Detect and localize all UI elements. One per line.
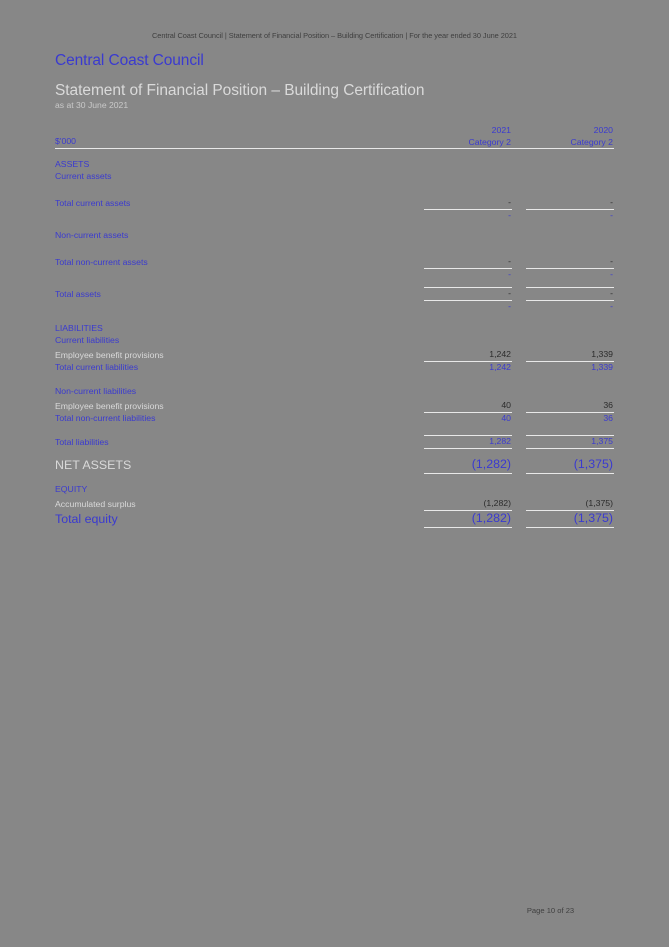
column-header-category-2021: Category 2 bbox=[468, 136, 511, 147]
page-subtitle: as at 30 June 2021 bbox=[55, 100, 129, 110]
table-row bbox=[55, 400, 614, 413]
table-header-category-row bbox=[55, 136, 614, 149]
subsection-blank-2020 bbox=[526, 241, 614, 242]
table-row bbox=[55, 349, 614, 362]
units-label: $'000 bbox=[55, 136, 76, 146]
subsection-blank-2020 bbox=[526, 346, 614, 347]
row-value-total-non-current-assets-echo-2021: - bbox=[508, 269, 511, 279]
table-row-net-assets bbox=[55, 457, 614, 474]
row-value-employee-benefit-provisions-current-2021: 1,242 bbox=[424, 349, 512, 362]
table-header-year-row bbox=[55, 124, 614, 136]
column-header-category-2020: Category 2 bbox=[570, 136, 613, 147]
subsection-heading-non-current-assets: Non-current assets bbox=[55, 230, 129, 240]
row-label-employee-benefit-provisions-non-current: Employee benefit provisions bbox=[55, 401, 164, 411]
row-value-total-current-liabilities-2021: 1,242 bbox=[489, 362, 511, 372]
spacer bbox=[55, 449, 614, 457]
row-label-total-current-liabilities: Total current liabilities bbox=[55, 362, 139, 372]
section-heading-blank-2020 bbox=[526, 170, 614, 171]
row-value-total-non-current-assets-2021: - bbox=[424, 256, 512, 269]
row-underline-spacer bbox=[55, 301, 424, 313]
row-value-employee-benefit-provisions-current-2020: 1,339 bbox=[526, 349, 614, 362]
table-row bbox=[55, 498, 614, 511]
running-header: Central Coast Council | Statement of Financial Position – Building Certification | For the year ended 30 June 2021 bbox=[151, 31, 517, 40]
row-value-total-assets-echo-2021: - bbox=[508, 301, 511, 311]
row-value-total-non-current-assets-echo-2020: - bbox=[610, 269, 613, 279]
row-value-total-assets-echo-2020: - bbox=[610, 301, 613, 311]
table-header-spacer bbox=[55, 124, 424, 136]
table-row-underline bbox=[55, 301, 614, 313]
row-value-total-assets-2021: - bbox=[424, 287, 512, 301]
section-heading-blank-2020 bbox=[526, 495, 614, 496]
row-label-total-non-current-liabilities: Total non-current liabilities bbox=[55, 413, 156, 423]
row-label-employee-benefit-provisions-current: Employee benefit provisions bbox=[55, 350, 164, 360]
page-title: Statement of Financial Position – Building Certification bbox=[55, 82, 425, 99]
row-underline-spacer bbox=[55, 269, 424, 281]
section-heading-blank-2021 bbox=[424, 334, 512, 335]
table-row bbox=[55, 256, 614, 269]
subsection-heading-current-assets-row bbox=[55, 171, 614, 183]
subsection-heading-non-current-liabilities: Non-current liabilities bbox=[55, 386, 137, 396]
row-value-employee-benefit-provisions-non-current-2020: 36 bbox=[526, 400, 614, 413]
row-label-total-non-current-assets: Total non-current assets bbox=[55, 257, 148, 267]
section-heading-assets-row bbox=[55, 159, 614, 171]
row-label-total-liabilities: Total liabilities bbox=[55, 437, 109, 447]
section-heading-blank-2021 bbox=[424, 170, 512, 171]
row-value-total-liabilities-2020: 1,375 bbox=[526, 435, 614, 449]
row-value-total-current-assets-2020: - bbox=[526, 197, 614, 210]
page-number-label: Page 10 of 23 bbox=[526, 906, 575, 915]
row-value-total-non-current-assets-2020: - bbox=[526, 256, 614, 269]
table-row bbox=[55, 362, 614, 374]
spacer bbox=[55, 222, 614, 230]
subsection-heading-non-current-liabilities-row bbox=[55, 386, 614, 398]
table-row-underline bbox=[55, 269, 614, 281]
table-row-total-equity bbox=[55, 511, 614, 528]
organisation-title: Central Coast Council bbox=[55, 52, 204, 69]
row-value-total-non-current-liabilities-2020: 36 bbox=[603, 413, 613, 423]
row-underline-spacer bbox=[55, 210, 424, 222]
row-label-total-assets: Total assets bbox=[55, 289, 101, 299]
row-value-total-assets-2020: - bbox=[526, 287, 614, 301]
subsection-heading-current-liabilities: Current liabilities bbox=[55, 335, 120, 345]
subsection-heading-current-assets: Current assets bbox=[55, 171, 112, 181]
row-value-total-liabilities-2021: 1,282 bbox=[424, 435, 512, 449]
row-label-total-current-assets: Total current assets bbox=[55, 198, 131, 208]
row-value-total-non-current-liabilities-2021: 40 bbox=[501, 413, 511, 423]
subsection-blank-2021 bbox=[424, 241, 512, 242]
row-value-total-equity-2020: (1,375) bbox=[526, 511, 614, 528]
subsection-blank-2021 bbox=[424, 346, 512, 347]
section-heading-liabilities-row bbox=[55, 323, 614, 335]
row-value-net-assets-2021: (1,282) bbox=[424, 457, 512, 474]
row-value-accumulated-surplus-2020: (1,375) bbox=[526, 498, 614, 511]
section-heading-blank-2021 bbox=[424, 495, 512, 496]
row-value-accumulated-surplus-2021: (1,282) bbox=[424, 498, 512, 511]
row-value-net-assets-2020: (1,375) bbox=[526, 457, 614, 474]
column-header-year-2020: 2020 bbox=[593, 124, 613, 135]
subsection-heading-non-current-assets-row bbox=[55, 230, 614, 242]
row-label-net-assets: NET ASSETS bbox=[55, 458, 132, 472]
row-label-accumulated-surplus: Accumulated surplus bbox=[55, 499, 136, 509]
spacer bbox=[55, 183, 614, 197]
subsection-blank-2021 bbox=[424, 397, 512, 398]
table-row-underline bbox=[55, 210, 614, 222]
row-value-employee-benefit-provisions-non-current-2021: 40 bbox=[424, 400, 512, 413]
spacer bbox=[55, 474, 614, 484]
subsection-heading-current-liabilities-row bbox=[55, 335, 614, 347]
section-heading-liabilities: LIABILITIES bbox=[55, 323, 103, 333]
row-value-total-equity-2021: (1,282) bbox=[424, 511, 512, 528]
section-heading-equity: EQUITY bbox=[55, 484, 88, 494]
subsection-blank-2020 bbox=[526, 397, 614, 398]
spacer bbox=[55, 313, 614, 323]
table-row bbox=[55, 287, 614, 301]
spacer bbox=[55, 149, 614, 159]
subsection-blank-2021 bbox=[424, 182, 512, 183]
section-heading-blank-2020 bbox=[526, 334, 614, 335]
subsection-blank-2020 bbox=[526, 182, 614, 183]
page-footer bbox=[0, 906, 669, 915]
row-label-total-equity: Total equity bbox=[55, 512, 118, 526]
financial-statement-table bbox=[55, 124, 614, 528]
section-heading-equity-row bbox=[55, 484, 614, 496]
table-row bbox=[55, 435, 614, 449]
section-heading-assets: ASSETS bbox=[55, 159, 90, 169]
spacer bbox=[55, 374, 614, 386]
row-value-total-current-assets-echo-2020: - bbox=[610, 210, 613, 220]
row-value-total-current-assets-echo-2021: - bbox=[508, 210, 511, 220]
row-value-total-current-assets-2021: - bbox=[424, 197, 512, 210]
row-value-total-current-liabilities-2020: 1,339 bbox=[591, 362, 613, 372]
spacer bbox=[55, 242, 614, 256]
table-row bbox=[55, 197, 614, 210]
table-row bbox=[55, 413, 614, 425]
column-header-year-2021: 2021 bbox=[491, 124, 511, 135]
spacer bbox=[55, 425, 614, 435]
